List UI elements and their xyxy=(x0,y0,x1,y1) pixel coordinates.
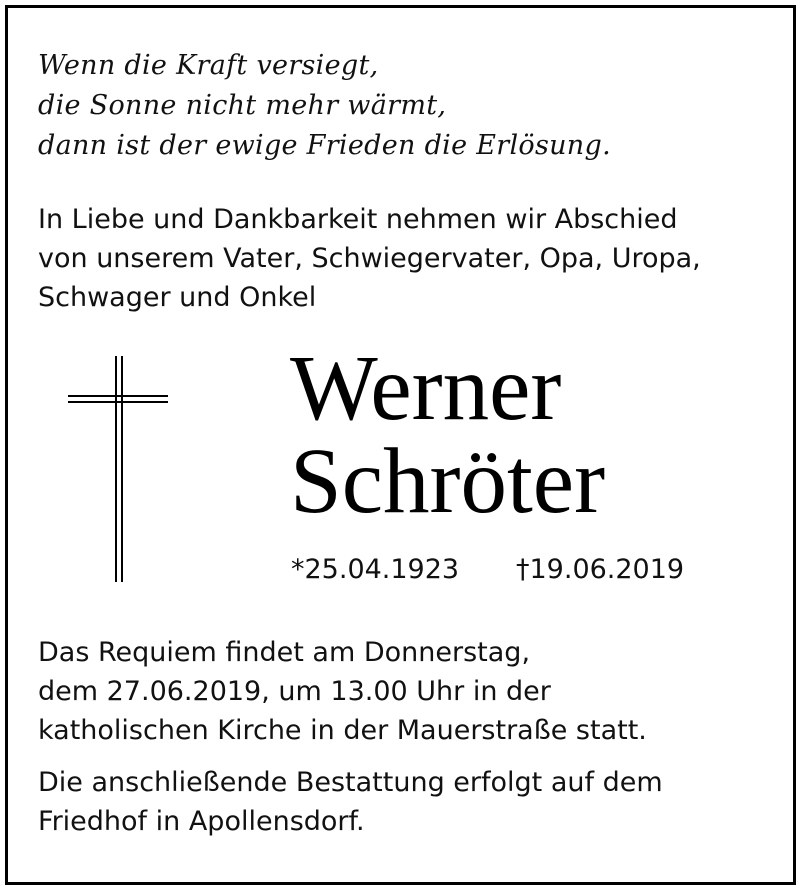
intro-line: von unserem Vater, Schwiegervater, Opa, Uropa, xyxy=(38,243,701,274)
poem-line: Wenn die Kraft versiegt, xyxy=(38,50,379,81)
requiem-line: dem 27.06.2019, um 13.00 Uhr in der xyxy=(38,676,551,707)
requiem-line: katholischen Kirche in der Mauerstraße statt. xyxy=(38,715,647,746)
cross-icon xyxy=(62,350,172,582)
burial-line: Friedhof in Apollensdorf. xyxy=(38,806,365,837)
last-name: Schröter xyxy=(290,430,606,533)
burial-text xyxy=(38,763,663,841)
poem-line: die Sonne nicht mehr wärmt, xyxy=(38,90,447,121)
intro-line: In Liebe und Dankbarkeit nehmen wir Abschied xyxy=(38,204,678,235)
intro-text xyxy=(38,200,701,317)
first-name: Werner xyxy=(290,337,562,440)
requiem-text xyxy=(38,633,647,750)
poem-line: dann ist der ewige Frieden die Erlösung. xyxy=(38,130,611,161)
intro-line: Schwager und Onkel xyxy=(38,282,317,313)
deceased-name xyxy=(290,337,606,533)
birth-date: *25.04.1923 xyxy=(291,554,460,585)
death-date: †19.06.2019 xyxy=(516,554,685,585)
poem xyxy=(38,46,611,166)
burial-line: Die anschließende Bestattung erfolgt auf dem xyxy=(38,767,663,798)
requiem-line: Das Requiem findet am Donnerstag, xyxy=(38,637,531,668)
